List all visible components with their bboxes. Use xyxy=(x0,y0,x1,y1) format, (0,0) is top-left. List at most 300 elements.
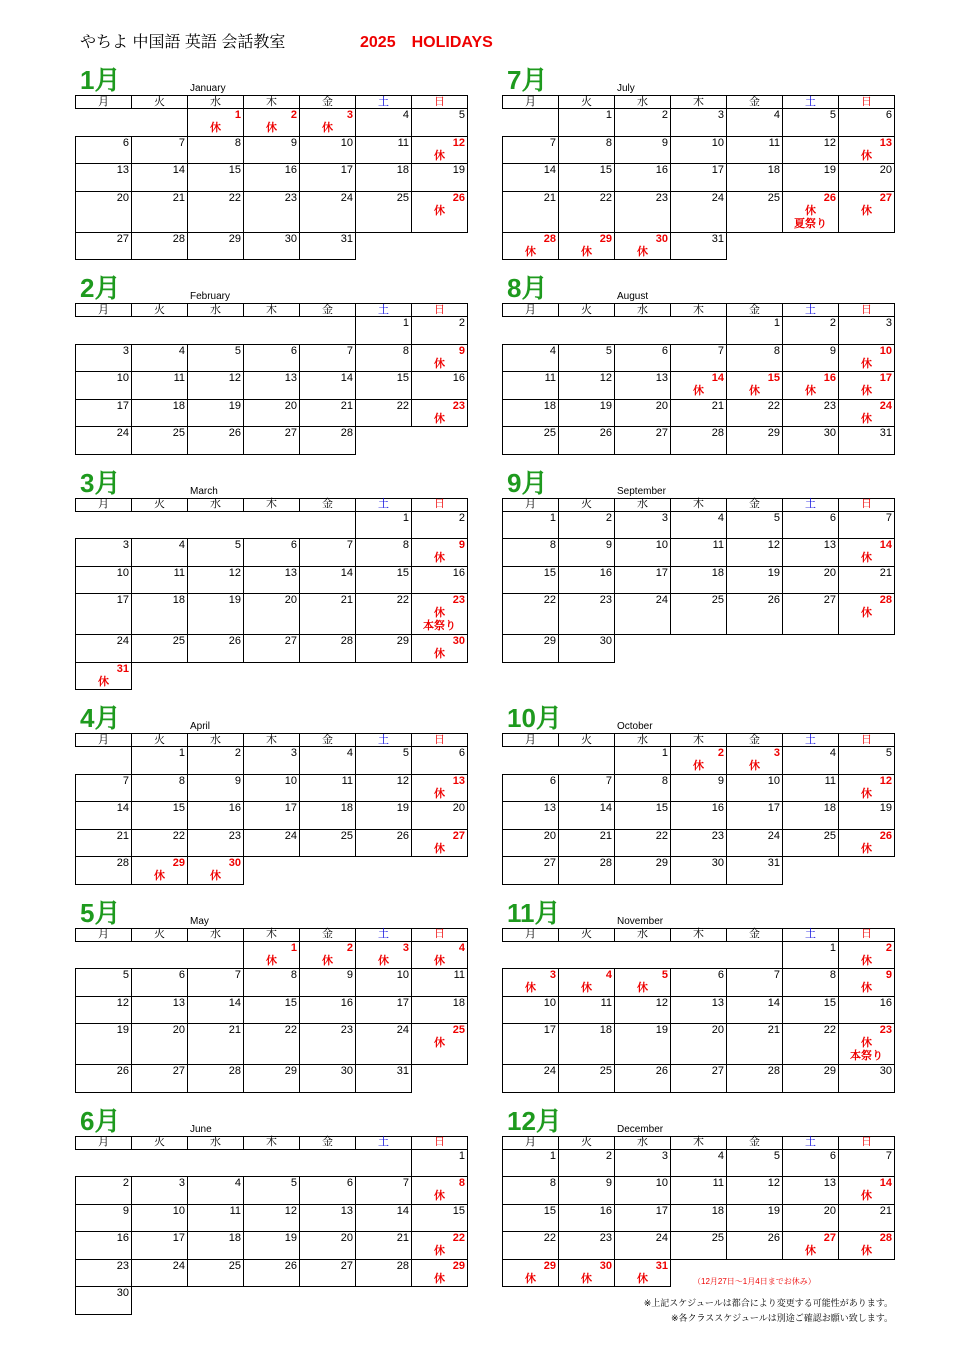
weekday-header: 木 xyxy=(671,304,727,317)
month-name-en: May xyxy=(190,915,209,927)
day-number: 7 xyxy=(773,969,780,981)
month-april xyxy=(75,703,468,885)
empty-cell xyxy=(132,662,188,690)
weekday-header: 土 xyxy=(783,96,839,109)
day-number: 19 xyxy=(284,1232,297,1244)
day-number: 27 xyxy=(823,594,836,606)
day-number: 4 xyxy=(346,747,353,759)
day-cell xyxy=(727,399,783,427)
day-cell xyxy=(727,566,783,594)
weekday-row xyxy=(76,96,468,109)
empty-cell xyxy=(671,317,727,345)
day-number: 30 xyxy=(879,1065,892,1077)
day-cell xyxy=(356,1204,412,1232)
day-number: 20 xyxy=(711,1024,724,1036)
day-number: 14 xyxy=(767,996,780,1009)
day-number: 19 xyxy=(767,1204,780,1217)
day-number: 24 xyxy=(711,191,724,204)
day-number: 19 xyxy=(228,594,241,606)
day-number: 13 xyxy=(655,372,668,384)
week-row xyxy=(503,539,895,567)
holiday-mark: 休 xyxy=(861,1037,872,1049)
weekday-header: 金 xyxy=(727,498,783,511)
day-cell xyxy=(412,941,468,969)
month-name-en: February xyxy=(190,291,231,302)
day-cell xyxy=(503,1232,559,1260)
day-cell xyxy=(412,109,468,137)
day-number: 29 xyxy=(543,635,556,647)
month-may xyxy=(75,898,468,1093)
day-cell xyxy=(356,511,412,539)
day-cell xyxy=(615,594,671,635)
day-cell xyxy=(412,1149,468,1177)
day-cell xyxy=(76,857,132,885)
day-number: 31 xyxy=(655,1259,668,1272)
day-cell xyxy=(727,802,783,830)
weekday-header: 水 xyxy=(188,304,244,317)
empty-cell xyxy=(412,1287,468,1315)
day-number: 25 xyxy=(711,1232,724,1244)
day-number: 29 xyxy=(823,1065,836,1077)
day-number: 3 xyxy=(661,511,668,524)
day-cell xyxy=(244,1065,300,1093)
day-number: 5 xyxy=(773,511,780,524)
day-number: 23 xyxy=(228,829,241,842)
day-cell xyxy=(244,635,300,663)
day-cell xyxy=(839,1024,895,1065)
day-cell xyxy=(412,566,468,594)
weekday-row xyxy=(76,498,468,511)
day-cell xyxy=(615,232,671,260)
day-number: 22 xyxy=(172,829,185,842)
empty-cell xyxy=(188,941,244,969)
week-row xyxy=(76,1232,468,1260)
day-cell xyxy=(300,941,356,969)
empty-cell xyxy=(300,317,356,345)
weekday-header: 水 xyxy=(188,1136,244,1149)
empty-cell xyxy=(839,232,895,260)
month-march xyxy=(75,468,468,691)
day-cell xyxy=(559,164,615,192)
holiday-mark: 休 xyxy=(805,204,816,217)
empty-cell xyxy=(300,857,356,885)
empty-cell xyxy=(244,511,300,539)
day-cell xyxy=(244,109,300,137)
month-pair xyxy=(75,273,895,455)
day-cell xyxy=(300,399,356,427)
holiday-mark: 休 xyxy=(210,122,221,134)
empty-cell xyxy=(412,232,468,260)
month-grid xyxy=(75,928,468,1093)
empty-cell xyxy=(727,635,783,663)
day-cell xyxy=(671,344,727,372)
day-cell xyxy=(300,136,356,164)
day-cell xyxy=(412,774,468,802)
month-label: 10月 xyxy=(507,703,562,733)
week-row xyxy=(76,1177,468,1205)
weekday-header: 土 xyxy=(356,1136,412,1149)
day-cell xyxy=(356,399,412,427)
day-cell xyxy=(412,1232,468,1260)
footer-notes xyxy=(644,1296,893,1326)
day-cell xyxy=(559,774,615,802)
empty-cell xyxy=(412,662,468,690)
day-number: 4 xyxy=(178,344,185,357)
day-number: 29 xyxy=(655,857,668,869)
holiday-mark: 休 xyxy=(861,552,872,564)
day-number: 8 xyxy=(773,344,780,357)
day-cell xyxy=(839,774,895,802)
day-cell xyxy=(132,566,188,594)
weekday-header: 火 xyxy=(132,304,188,317)
day-cell xyxy=(671,802,727,830)
day-number: 21 xyxy=(172,191,185,204)
week-rows xyxy=(503,511,895,662)
day-number: 25 xyxy=(711,594,724,606)
day-cell xyxy=(615,399,671,427)
day-cell xyxy=(244,747,300,775)
week-row xyxy=(503,317,895,345)
day-cell xyxy=(839,399,895,427)
month-name-en: March xyxy=(190,485,218,497)
day-number: 27 xyxy=(284,635,297,647)
month-label: 4月 xyxy=(80,703,121,733)
day-number: 19 xyxy=(228,399,241,412)
day-cell xyxy=(503,511,559,539)
weekday-header: 日 xyxy=(839,928,895,941)
month-label: 3月 xyxy=(80,467,121,498)
week-rows xyxy=(76,511,468,690)
day-cell xyxy=(356,829,412,857)
holiday-mark: 休 xyxy=(434,357,445,370)
empty-cell xyxy=(300,662,356,690)
holiday-mark: 休 xyxy=(434,1037,445,1049)
week-row xyxy=(503,1177,895,1205)
empty-cell xyxy=(132,317,188,345)
day-cell xyxy=(559,857,615,885)
month-december xyxy=(502,1106,895,1288)
day-cell xyxy=(132,539,188,567)
day-cell xyxy=(839,539,895,567)
weekday-header: 水 xyxy=(188,734,244,747)
day-number: 15 xyxy=(172,802,185,814)
day-cell xyxy=(132,1204,188,1232)
month-name-en: November xyxy=(617,915,664,927)
month-january xyxy=(75,65,468,260)
day-number: 20 xyxy=(172,1024,185,1036)
day-number: 13 xyxy=(172,996,185,1009)
day-number: 23 xyxy=(284,191,297,204)
day-number: 11 xyxy=(229,1204,241,1217)
day-cell xyxy=(188,164,244,192)
holiday-mark: 休 xyxy=(637,245,648,258)
day-cell xyxy=(671,996,727,1024)
day-cell xyxy=(839,372,895,400)
week-row xyxy=(76,427,468,455)
day-number: 1 xyxy=(829,941,836,954)
empty-cell xyxy=(356,662,412,690)
weekday-header: 木 xyxy=(244,734,300,747)
day-number: 2 xyxy=(717,747,724,759)
day-cell xyxy=(559,511,615,539)
day-cell xyxy=(188,857,244,885)
month-name-en: April xyxy=(190,721,211,732)
day-cell xyxy=(839,566,895,594)
empty-cell xyxy=(671,635,727,663)
week-rows xyxy=(76,747,468,885)
weekday-header: 火 xyxy=(559,734,615,747)
day-cell xyxy=(503,427,559,455)
day-cell xyxy=(300,1065,356,1093)
day-cell xyxy=(76,662,132,690)
week-row xyxy=(76,1204,468,1232)
empty-cell xyxy=(783,635,839,663)
day-cell xyxy=(559,1149,615,1177)
holiday-mark: 休 xyxy=(749,760,760,772)
day-number: 24 xyxy=(396,1024,409,1036)
day-cell xyxy=(559,232,615,260)
month-february xyxy=(75,273,468,455)
day-cell xyxy=(839,594,895,635)
month-grid xyxy=(75,95,468,260)
day-cell xyxy=(76,1204,132,1232)
day-cell xyxy=(559,1259,615,1287)
day-cell xyxy=(244,372,300,400)
weekday-header: 月 xyxy=(503,928,559,941)
day-cell xyxy=(783,594,839,635)
day-cell xyxy=(503,164,559,192)
day-number: 23 xyxy=(879,1024,892,1036)
weekday-header: 水 xyxy=(188,498,244,511)
week-row xyxy=(76,635,468,663)
weekday-row xyxy=(503,96,895,109)
day-number: 25 xyxy=(228,1259,241,1272)
day-cell xyxy=(559,996,615,1024)
day-number: 16 xyxy=(599,566,612,579)
day-number: 10 xyxy=(711,136,724,149)
day-number: 2 xyxy=(829,317,836,329)
empty-cell xyxy=(76,1149,132,1177)
weekday-header: 金 xyxy=(300,928,356,941)
day-number: 17 xyxy=(879,372,892,384)
holiday-mark: 休 xyxy=(154,870,165,882)
day-cell xyxy=(671,372,727,400)
day-number: 25 xyxy=(452,1024,465,1036)
weekday-row xyxy=(503,734,895,747)
day-cell xyxy=(503,969,559,997)
day-cell xyxy=(615,1065,671,1093)
day-number: 23 xyxy=(711,829,724,842)
day-cell xyxy=(727,191,783,232)
day-cell xyxy=(783,191,839,232)
day-cell xyxy=(76,1259,132,1287)
day-number: 16 xyxy=(599,1204,612,1217)
day-cell xyxy=(503,774,559,802)
day-number: 28 xyxy=(172,232,185,245)
day-cell xyxy=(412,969,468,997)
day-number: 7 xyxy=(122,774,129,787)
day-cell xyxy=(671,109,727,137)
day-number: 9 xyxy=(885,969,892,981)
day-number: 3 xyxy=(122,344,129,357)
empty-cell xyxy=(244,317,300,345)
week-row xyxy=(76,136,468,164)
weekday-header: 水 xyxy=(615,1136,671,1149)
day-cell xyxy=(559,372,615,400)
day-number: 9 xyxy=(458,344,465,357)
day-cell xyxy=(671,774,727,802)
day-number: 11 xyxy=(341,774,353,787)
day-cell xyxy=(188,1065,244,1093)
day-number: 19 xyxy=(879,802,892,814)
day-number: 24 xyxy=(172,1259,185,1272)
day-number: 27 xyxy=(655,427,668,439)
day-number: 30 xyxy=(599,1259,612,1272)
day-number: 18 xyxy=(340,802,353,814)
weekday-header: 土 xyxy=(356,734,412,747)
day-cell xyxy=(76,802,132,830)
week-row xyxy=(503,1065,895,1093)
day-number: 28 xyxy=(116,857,129,869)
day-number: 20 xyxy=(452,802,465,814)
month-heading xyxy=(502,1106,895,1136)
empty-cell xyxy=(132,511,188,539)
weekday-header: 月 xyxy=(503,304,559,317)
empty-cell xyxy=(615,635,671,663)
day-number: 7 xyxy=(885,511,892,524)
day-number: 15 xyxy=(396,372,409,384)
day-cell xyxy=(503,1065,559,1093)
day-cell xyxy=(244,344,300,372)
day-number: 26 xyxy=(823,191,836,204)
empty-cell xyxy=(615,317,671,345)
day-cell xyxy=(503,399,559,427)
week-row xyxy=(76,566,468,594)
day-cell xyxy=(783,317,839,345)
day-number: 26 xyxy=(396,829,409,842)
month-label: 11月 xyxy=(507,897,561,928)
weekday-row xyxy=(503,498,895,511)
weekday-header: 金 xyxy=(727,928,783,941)
weekday-header: 火 xyxy=(559,304,615,317)
day-number: 10 xyxy=(284,774,297,787)
day-cell xyxy=(615,511,671,539)
day-cell xyxy=(615,1149,671,1177)
week-row xyxy=(76,539,468,567)
day-cell xyxy=(188,1024,244,1065)
month-june xyxy=(75,1106,468,1315)
closure-note: （12月27日～1月4日までお休み） xyxy=(693,1276,816,1286)
day-cell xyxy=(300,164,356,192)
day-number: 12 xyxy=(228,372,241,384)
week-rows xyxy=(503,1149,895,1287)
day-number: 31 xyxy=(879,427,892,439)
day-cell xyxy=(76,399,132,427)
day-number: 12 xyxy=(116,996,129,1009)
day-number: 16 xyxy=(284,164,297,176)
day-cell xyxy=(559,802,615,830)
day-number: 17 xyxy=(711,164,724,176)
day-cell xyxy=(559,539,615,567)
calendar xyxy=(75,65,895,1328)
weekday-header: 日 xyxy=(839,734,895,747)
holiday-mark: 休 xyxy=(861,1245,872,1257)
day-cell xyxy=(503,1259,559,1287)
weekday-row-group xyxy=(76,304,468,317)
holiday-mark: 休 xyxy=(322,122,333,134)
week-rows xyxy=(503,941,895,1092)
day-cell xyxy=(300,829,356,857)
week-row xyxy=(503,566,895,594)
day-number: 10 xyxy=(767,774,780,787)
day-cell xyxy=(132,829,188,857)
day-number: 1 xyxy=(178,747,185,759)
month-grid xyxy=(75,733,468,885)
day-cell xyxy=(132,372,188,400)
day-cell xyxy=(412,191,468,232)
day-cell xyxy=(412,829,468,857)
day-cell xyxy=(132,594,188,635)
month-name-en: December xyxy=(617,1123,664,1135)
day-cell xyxy=(76,1232,132,1260)
weekday-header: 火 xyxy=(559,96,615,109)
day-cell xyxy=(76,635,132,663)
day-number: 25 xyxy=(543,427,556,439)
weekday-header: 金 xyxy=(300,1136,356,1149)
day-number: 26 xyxy=(284,1259,297,1272)
week-row xyxy=(503,399,895,427)
holiday-mark: 休 xyxy=(210,870,221,882)
month-label: 2月 xyxy=(80,273,121,303)
day-cell xyxy=(503,539,559,567)
day-number: 14 xyxy=(116,802,129,814)
day-number: 27 xyxy=(543,857,556,869)
day-cell xyxy=(132,136,188,164)
month-pair xyxy=(75,703,895,885)
day-cell xyxy=(783,372,839,400)
day-cell xyxy=(244,232,300,260)
day-number: 14 xyxy=(228,996,241,1009)
day-number: 8 xyxy=(605,136,612,149)
day-cell xyxy=(727,829,783,857)
day-cell xyxy=(503,635,559,663)
day-number: 22 xyxy=(228,191,241,204)
day-cell xyxy=(188,344,244,372)
holiday-mark: 休 xyxy=(434,787,445,800)
week-rows xyxy=(76,1149,468,1314)
day-cell xyxy=(76,969,132,997)
day-cell xyxy=(615,774,671,802)
empty-cell xyxy=(839,857,895,885)
weekday-header: 水 xyxy=(188,96,244,109)
day-number: 8 xyxy=(661,774,668,787)
day-number: 11 xyxy=(712,539,724,551)
day-cell xyxy=(188,996,244,1024)
day-cell xyxy=(671,136,727,164)
empty-cell xyxy=(839,1259,895,1287)
day-number: 9 xyxy=(458,539,465,551)
day-number: 24 xyxy=(543,1065,556,1077)
weekday-header: 木 xyxy=(671,96,727,109)
day-cell xyxy=(615,969,671,997)
day-number: 15 xyxy=(543,566,556,579)
day-cell xyxy=(412,136,468,164)
day-number: 16 xyxy=(452,566,465,579)
day-cell xyxy=(300,539,356,567)
month-label: 5月 xyxy=(80,897,121,928)
day-number: 4 xyxy=(773,109,780,121)
day-cell xyxy=(839,1149,895,1177)
